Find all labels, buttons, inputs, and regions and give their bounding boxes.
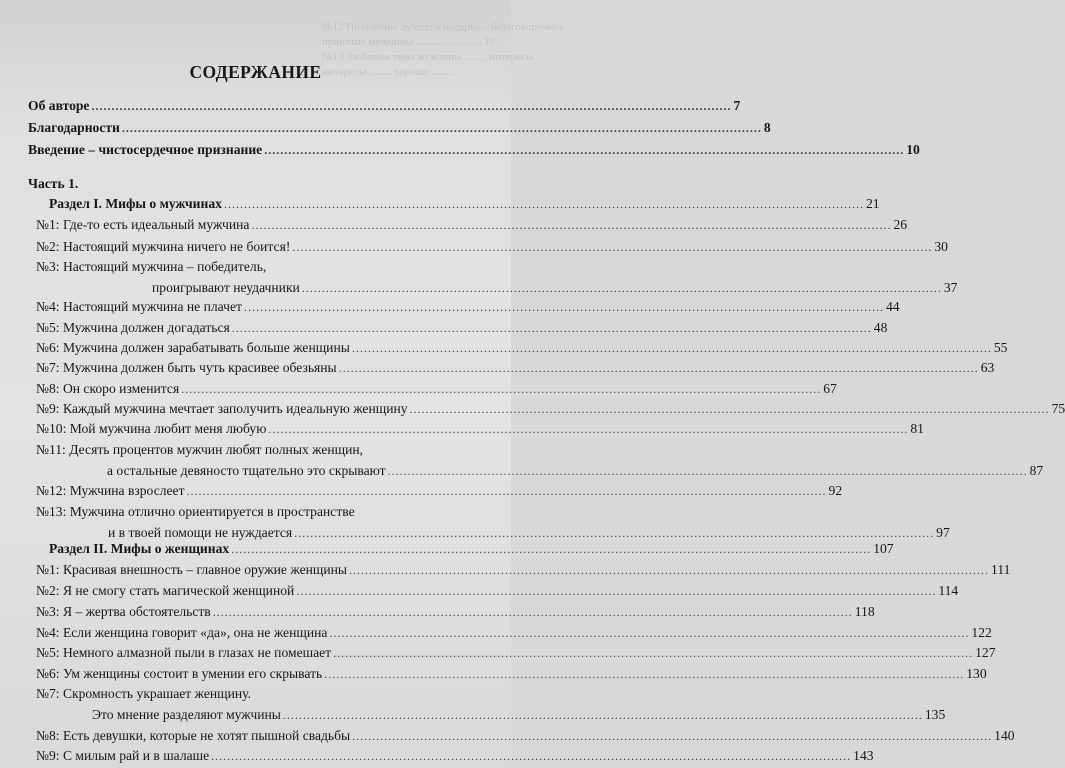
page-number: 107 bbox=[873, 541, 894, 556]
dot-leader: ................................................................................................................................................................ bbox=[282, 708, 923, 722]
dot-leader: ................................................................................................................................................................ bbox=[251, 218, 892, 232]
toc-entry bbox=[36, 603, 875, 621]
dot-leader: ................................................................................................................................................................ bbox=[243, 300, 884, 314]
page-number: 111 bbox=[991, 562, 1011, 577]
page-number: 7 bbox=[733, 98, 741, 113]
toc-entry bbox=[36, 665, 987, 683]
entry-title: проигрывают неудачники bbox=[152, 280, 300, 295]
dot-leader: ................................................................................................................................................................ bbox=[264, 143, 905, 157]
dot-leader: ................................................................................................................................................................ bbox=[333, 646, 974, 660]
entry-title: №1: Где-то есть идеальный мужчина bbox=[36, 217, 250, 232]
page-title: СОДЕРЖАНИЕ bbox=[189, 62, 322, 82]
toc-entry bbox=[28, 141, 920, 159]
dot-leader: ................................................................................................................................................................ bbox=[211, 749, 852, 763]
entry-title: Введение – чистосердечное признание bbox=[28, 142, 263, 157]
entry-title: №8: Он скоро изменится bbox=[36, 381, 180, 396]
section-heading bbox=[49, 195, 880, 213]
toc-entry bbox=[36, 644, 996, 662]
dot-leader: ................................................................................................................................................................ bbox=[294, 526, 935, 540]
page-number: 118 bbox=[854, 604, 875, 619]
toc-entry-line: №7: Скромность украшает женщину. bbox=[36, 686, 252, 701]
toc-entry bbox=[36, 380, 837, 398]
entry-title: №2: Настоящий мужчина ничего не боится! bbox=[36, 239, 291, 254]
page-number: 114 bbox=[938, 583, 959, 598]
page-number: 127 bbox=[975, 645, 996, 660]
page-number: 21 bbox=[865, 196, 880, 211]
toc-entry bbox=[28, 97, 741, 115]
page-number: 122 bbox=[971, 625, 992, 640]
dot-leader: ................................................................................................................................................................ bbox=[223, 197, 864, 211]
page-number: 30 bbox=[934, 239, 948, 254]
entry-title: №4: Настоящий мужчина не плачет bbox=[36, 299, 242, 314]
page-number: 10 bbox=[906, 142, 920, 157]
entry-title: №7: Мужчина должен быть чуть красивее обезьяны bbox=[36, 360, 337, 375]
toc-entry bbox=[36, 359, 995, 377]
toc-entry bbox=[36, 624, 992, 642]
entry-title: №1: Красивая внешность – главное оружие женщины bbox=[36, 562, 348, 577]
entry-title: №10: Мой мужчина любит меня любую bbox=[36, 421, 267, 436]
entry-title: №6: Мужчина должен зарабатывать больше женщины bbox=[36, 340, 350, 355]
toc-entry bbox=[36, 727, 1015, 745]
entry-title: №5: Мужчина должен догадаться bbox=[36, 320, 230, 335]
entry-title: №6: Ум женщины состоит в умении его скрывать bbox=[36, 666, 323, 681]
dot-leader: ................................................................................................................................................................ bbox=[329, 626, 970, 640]
dot-leader: ................................................................................................................................................................ bbox=[212, 605, 853, 619]
toc-entry bbox=[107, 462, 1044, 480]
page-number: 8 bbox=[763, 120, 771, 135]
page-number: 81 bbox=[910, 421, 924, 436]
page-number: 44 bbox=[885, 299, 900, 314]
dot-leader: ................................................................................................................................................................ bbox=[181, 382, 822, 396]
toc-entry bbox=[28, 119, 771, 137]
entry-title: и в твоей помощи не нуждается bbox=[108, 525, 293, 540]
entry-title: №2: Я не смогу стать магической женщиной bbox=[36, 583, 295, 598]
dot-leader: ................................................................................................................................................................ bbox=[301, 281, 942, 295]
toc-entry bbox=[36, 482, 843, 500]
dot-leader: ................................................................................................................................................................ bbox=[324, 667, 965, 681]
dot-leader: ................................................................................................................................................................ bbox=[387, 464, 1028, 478]
dot-leader: ................................................................................................................................................................ bbox=[296, 584, 937, 598]
page-number: 135 bbox=[924, 707, 946, 722]
page-number: 75 bbox=[1051, 401, 1065, 416]
entry-title: №5: Немного алмазной пыли в глазах не помешает bbox=[36, 645, 332, 660]
page-number: 92 bbox=[828, 483, 843, 498]
toc-entry bbox=[92, 706, 946, 724]
entry-title: №9: С милым рай и в шалаше bbox=[36, 748, 210, 763]
toc-entry bbox=[36, 420, 924, 438]
page-number: 140 bbox=[994, 728, 1015, 743]
page-number: 97 bbox=[936, 525, 950, 540]
entry-title: Об авторе bbox=[28, 98, 90, 113]
entry-title: №4: Если женщина говорит «да», она не женщина bbox=[36, 625, 328, 640]
dot-leader: ................................................................................................................................................................ bbox=[268, 422, 909, 436]
page-number: 130 bbox=[966, 666, 987, 681]
toc-entry bbox=[36, 238, 948, 256]
dot-leader: ................................................................................................................................................................ bbox=[351, 341, 992, 355]
dot-leader: ................................................................................................................................................................ bbox=[121, 121, 762, 135]
toc-entry bbox=[36, 582, 959, 600]
entry-title: №9: Каждый мужчина мечтает заполучить идеальную женщину bbox=[36, 401, 408, 416]
toc-entry-line: №3: Настоящий мужчина – победитель, bbox=[36, 259, 267, 274]
page-number: 63 bbox=[980, 360, 995, 375]
dot-leader: ................................................................................................................................................................ bbox=[231, 321, 872, 335]
page-number: 37 bbox=[943, 280, 958, 295]
entry-title: №12: Мужчина взрослеет bbox=[36, 483, 185, 498]
page-number: 26 bbox=[893, 217, 908, 232]
page-number: 143 bbox=[853, 748, 874, 763]
toc-entry bbox=[36, 400, 1065, 418]
entry-title: №8: Есть девушки, которые не хотят пышной свадьбы bbox=[36, 728, 351, 743]
toc-entry bbox=[36, 339, 1008, 357]
toc-entry bbox=[36, 216, 908, 234]
dot-leader: ................................................................................................................................................................ bbox=[91, 99, 732, 113]
dot-leader: ................................................................................................................................................................ bbox=[409, 402, 1050, 416]
toc-entry bbox=[36, 561, 1011, 579]
toc-entry-line: №13: Мужчина отлично ориентируется в пространстве bbox=[36, 504, 355, 519]
toc-entry bbox=[36, 298, 900, 316]
entry-title: Благодарности bbox=[28, 120, 120, 135]
toc-entry bbox=[152, 279, 958, 297]
dot-leader: ................................................................................................................................................................ bbox=[186, 484, 827, 498]
part-heading: Часть 1. bbox=[28, 176, 79, 191]
toc-entry bbox=[36, 319, 888, 337]
page-number: 48 bbox=[873, 320, 888, 335]
toc-entry bbox=[36, 747, 874, 765]
page-number: 55 bbox=[993, 340, 1008, 355]
bleed-through-text: №12 Получение лучшего подарка – безоговорочное принятие мужчины ........................ 17 №13 Любимая тема мужчины ........ интересы интересы ........ хорошо ........ bbox=[322, 21, 565, 78]
section-heading-label: Раздел II. Мифы о женщинах bbox=[49, 541, 230, 556]
dot-leader: ................................................................................................................................................................ bbox=[338, 361, 979, 375]
entry-title: Это мнение разделяют мужчины bbox=[92, 707, 281, 722]
dot-leader: ................................................................................................................................................................ bbox=[352, 729, 993, 743]
dot-leader: ................................................................................................................................................................ bbox=[349, 563, 990, 577]
dot-leader: ................................................................................................................................................................ bbox=[231, 542, 872, 556]
toc-entry-line: №11: Десять процентов мужчин любят полных женщин, bbox=[36, 442, 364, 457]
page-number: 87 bbox=[1029, 463, 1044, 478]
section-heading bbox=[49, 540, 894, 558]
entry-title: №3: Я – жертва обстоятельств bbox=[36, 604, 211, 619]
section-heading-label: Раздел I. Мифы о мужчинах bbox=[49, 196, 222, 211]
page-number: 67 bbox=[823, 381, 837, 396]
dot-leader: ................................................................................................................................................................ bbox=[292, 240, 933, 254]
entry-title: а остальные девяносто тщательно это скрывают bbox=[107, 463, 386, 478]
